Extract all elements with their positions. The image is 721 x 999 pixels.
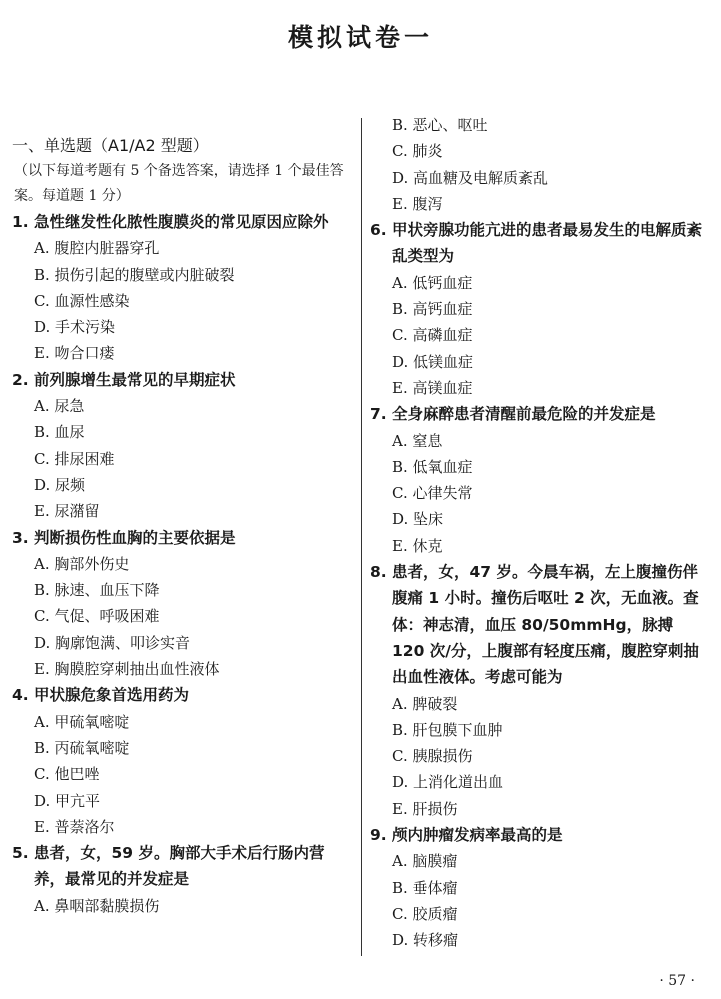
continued-options [370, 112, 710, 217]
question-text: 患者，女，59 岁。胸部大手术后行肠内营养，最常见的并发症是 [34, 844, 325, 889]
question-number: 6. [370, 221, 387, 240]
answer-option: C. 血源性感染 [34, 291, 130, 310]
answer-option: C. 胶质瘤 [392, 904, 458, 923]
answer-option: A. 窒息 [392, 431, 443, 450]
answer-option: C. 他巴唑 [34, 765, 100, 784]
answer-option: A. 低钙血症 [392, 273, 473, 292]
answer-option: B. 垂体瘤 [392, 878, 458, 897]
question-text: 甲状腺危象首选用药为 [34, 686, 190, 705]
answer-option: D. 上消化道出血 [392, 773, 504, 792]
question-stem [12, 840, 354, 893]
question-text: 判断损伤性血胸的主要依据是 [34, 528, 236, 547]
answer-option: B. 脉速、血压下降 [34, 581, 160, 600]
left-question-list [12, 209, 354, 919]
question-text: 前列腺增生最常见的早期症状 [34, 370, 236, 389]
answer-option: C. 肺炎 [392, 142, 443, 161]
question-stem [12, 682, 354, 708]
answer-option: A. 尿急 [34, 397, 85, 416]
answer-option: D. 高血糖及电解质紊乱 [392, 168, 549, 187]
question-stem [370, 559, 710, 690]
answer-option: A. 脾破裂 [392, 694, 458, 713]
answer-option: B. 丙硫氧嘧啶 [34, 738, 130, 757]
answer-option: D. 胸廓饱满、叩诊实音 [34, 633, 191, 652]
answer-option: B. 损伤引起的腹壁或内脏破裂 [34, 265, 235, 284]
answer-option: A. 腹腔内脏器穿孔 [34, 239, 160, 258]
page-title: 模拟试卷一 [287, 23, 433, 52]
section-instructions: （以下每道考题有 5 个备选答案，请选择 1 个最佳答案。每道题 1 分） [14, 163, 344, 204]
page-number: · 57 · [659, 973, 695, 989]
question-text: 全身麻醉患者清醒前最危险的并发症是 [392, 405, 656, 424]
answer-option: E. 普萘洛尔 [34, 817, 115, 836]
question-number: 3. [12, 528, 29, 547]
answer-option: C. 排尿困难 [34, 449, 115, 468]
question-text: 患者，女，47 岁。今晨车祸，左上腹撞伤伴腹痛 1 小时。撞伤后呕吐 2 次，无血液。查体：神志清，血压 80/50mmHg，脉搏 120 次/分，上腹部有轻度压痛，腹腔穿刺抽出血性液体。考虑可能为 [392, 563, 699, 687]
answer-option: D. 手术污染 [34, 318, 116, 337]
answer-option: B. 肝包膜下血肿 [392, 720, 503, 739]
question-number: 8. [370, 563, 387, 582]
answer-option: D. 尿频 [34, 475, 86, 494]
answer-option: E. 尿潴留 [34, 502, 100, 521]
question-number: 5. [12, 844, 29, 863]
question-text: 颅内肿瘤发病率最高的是 [392, 826, 563, 845]
question-stem [370, 217, 710, 270]
question-number: 1. [12, 213, 29, 231]
answer-option: C. 气促、呼吸困难 [34, 607, 160, 626]
answer-option: B. 高钙血症 [392, 300, 473, 319]
question-stem [12, 367, 354, 393]
section-heading: 一、单选题（A1/A2 型题） [12, 136, 209, 155]
answer-option: C. 高磷血症 [392, 326, 473, 345]
answer-option: C. 胰腺损伤 [392, 747, 473, 766]
question-stem [12, 525, 354, 551]
right-column [370, 112, 710, 954]
column-divider [361, 118, 362, 956]
answer-option: E. 高镁血症 [392, 378, 473, 397]
answer-option: A. 脑膜瘤 [392, 852, 458, 871]
answer-option: B. 血尿 [34, 423, 85, 442]
answer-option: A. 胸部外伤史 [34, 554, 130, 573]
right-question-list [370, 217, 710, 953]
answer-option: E. 肝损伤 [392, 799, 458, 818]
answer-option: D. 转移瘤 [392, 931, 459, 950]
answer-option: D. 坠床 [392, 510, 444, 529]
answer-option: B. 低氧血症 [392, 457, 473, 476]
answer-option: E. 吻合口瘘 [34, 344, 115, 363]
answer-option: B. 恶心、呕吐 [392, 116, 488, 134]
answer-option: C. 心律失常 [392, 484, 473, 503]
question-text: 急性继发性化脓性腹膜炎的常见原因应除外 [34, 213, 329, 231]
question-number: 2. [12, 370, 29, 389]
answer-option: A. 甲硫氧嘧啶 [34, 712, 130, 731]
question-stem [12, 209, 354, 235]
answer-option: E. 胸膜腔穿刺抽出血性液体 [34, 660, 220, 679]
question-number: 9. [370, 826, 387, 845]
question-text: 甲状旁腺功能亢进的患者最易发生的电解质紊乱类型为 [392, 221, 703, 266]
answer-option: E. 休克 [392, 536, 443, 555]
question-stem [370, 401, 710, 427]
question-number: 7. [370, 405, 387, 424]
question-number: 4. [12, 686, 29, 705]
question-stem [370, 822, 710, 848]
answer-option: A. 鼻咽部黏膜损伤 [34, 896, 160, 915]
left-column [12, 112, 354, 919]
answer-option: E. 腹泻 [392, 194, 443, 213]
answer-option: D. 甲亢平 [34, 791, 101, 810]
answer-option: D. 低镁血症 [392, 352, 474, 371]
